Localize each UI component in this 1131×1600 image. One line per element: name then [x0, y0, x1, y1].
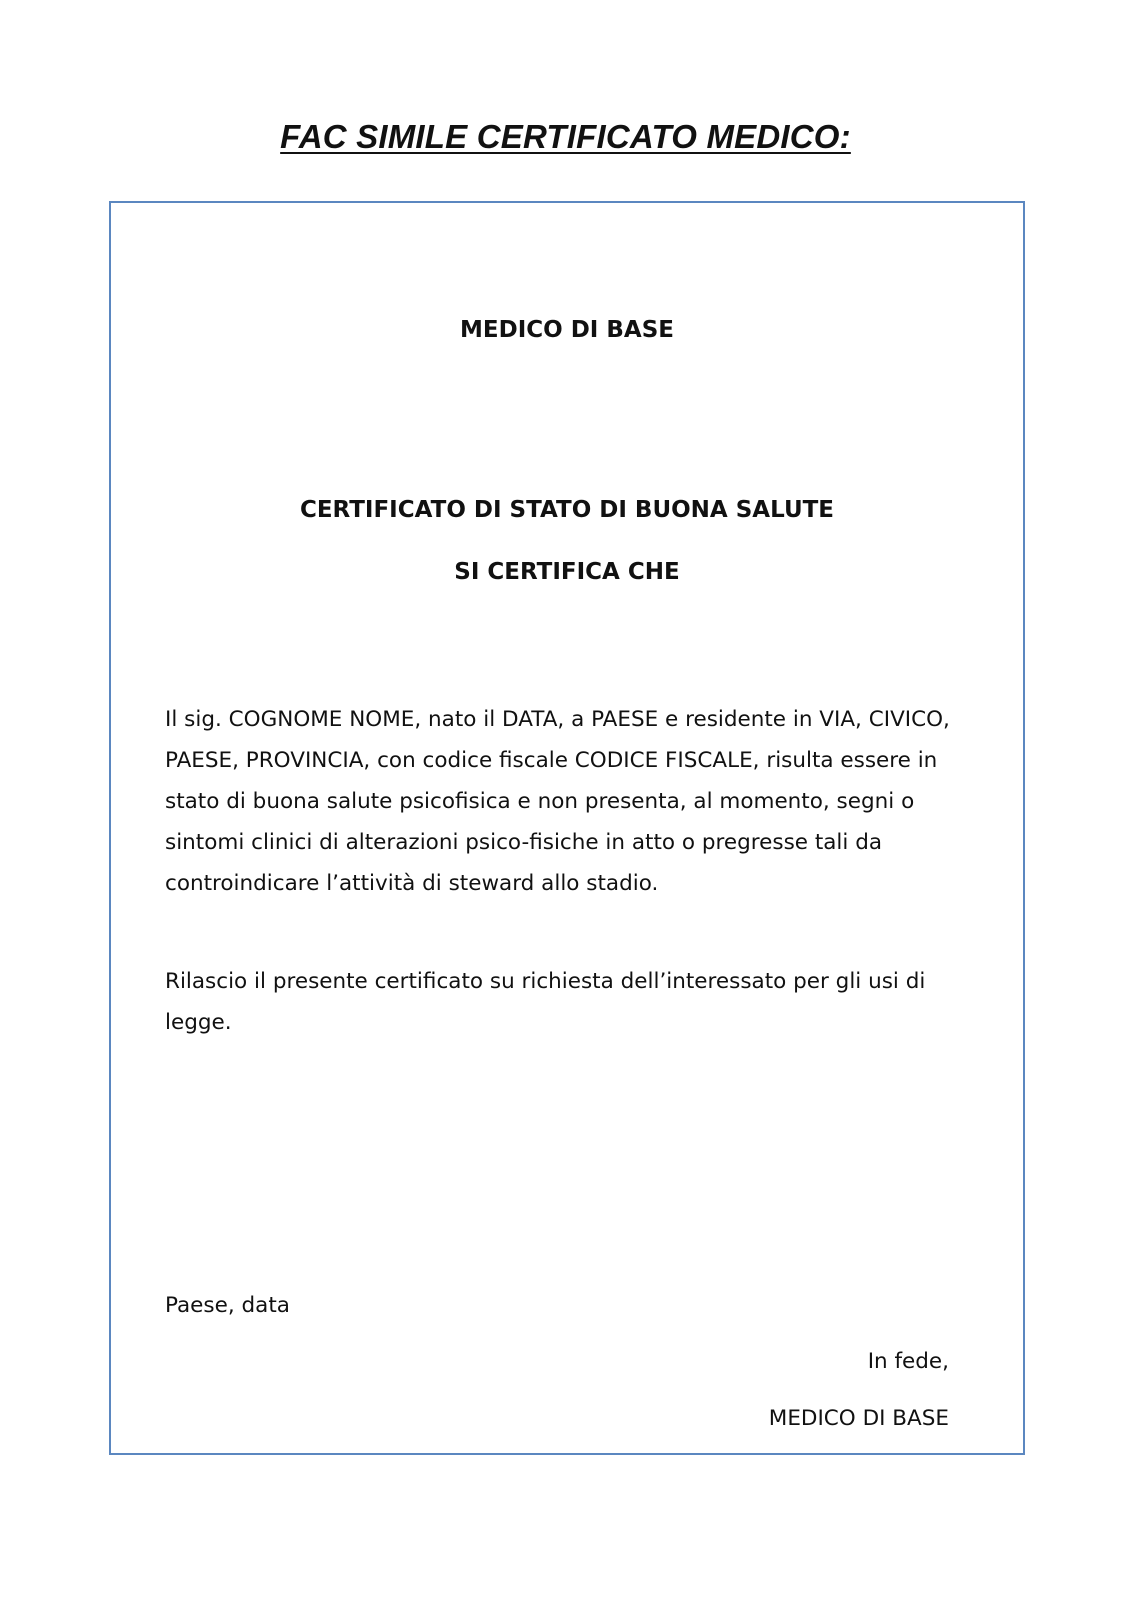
certificate-usage-paragraph: Rilascio il presente certificato su richiesta dell’interessato per gli usi di legge. [165, 969, 926, 1035]
certificate-frame [109, 201, 1025, 1455]
certificate-body-paragraph: Il sig. COGNOME NOME, nato il DATA, a PAESE e residente in VIA, CIVICO, PAESE, PROVINCIA, con codice fiscale CODICE FISCALE, risulta essere in stato di buona salute psicofisica e non presenta, al momento, segni o sintomi clinici di alterazioni psico-fisiche in atto o pregresse tali da controindicare l’attività di steward allo stadio. [165, 707, 950, 896]
place-date: Paese, data [165, 1293, 290, 1318]
signature-line: MEDICO DI BASE [768, 1406, 949, 1431]
closing-salutation: In fede, [867, 1349, 949, 1374]
certificate-title: CERTIFICATO DI STATO DI BUONA SALUTE [299, 497, 835, 523]
page-heading: FAC SIMILE CERTIFICATO MEDICO: [280, 118, 851, 155]
certificate-subtitle: SI CERTIFICA CHE [454, 559, 680, 585]
issuer-heading: MEDICO DI BASE [460, 317, 674, 343]
